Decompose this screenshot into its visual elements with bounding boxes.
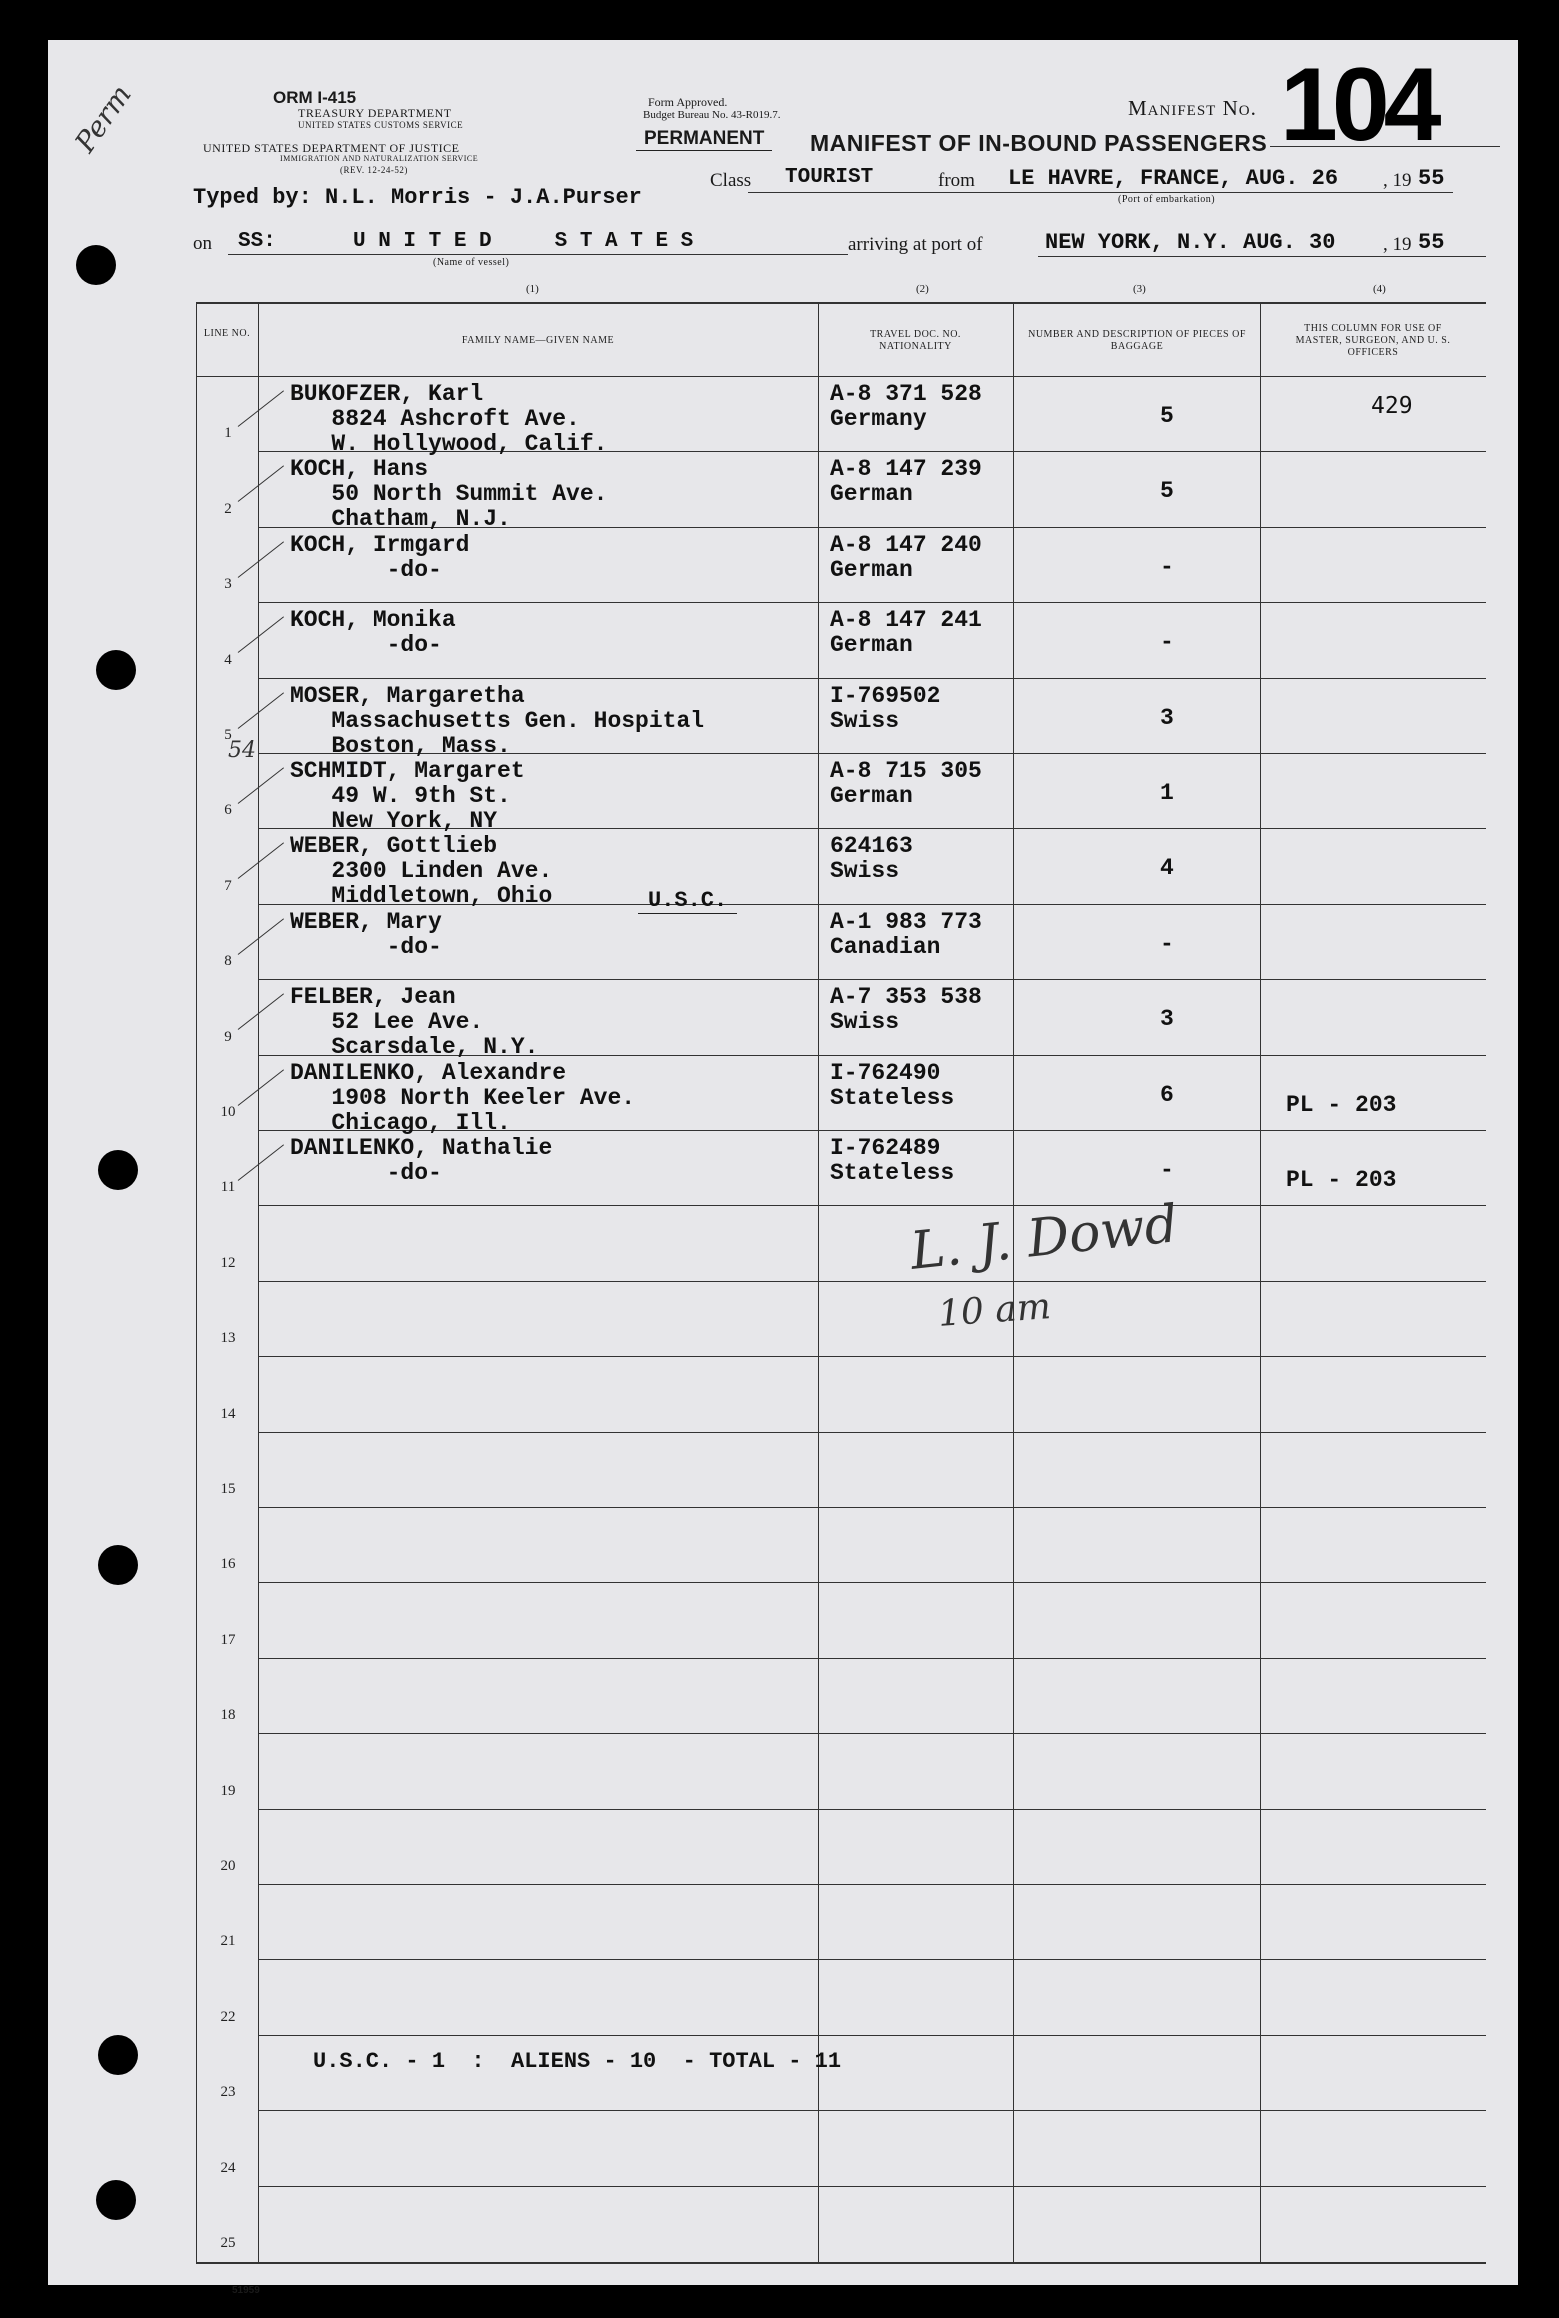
- line-number: 7: [224, 877, 232, 894]
- col-num-1: (1): [526, 283, 539, 295]
- row-divider: [258, 1281, 1486, 1282]
- line-number: 2: [224, 500, 232, 517]
- row-divider: [258, 1356, 1486, 1357]
- line-number: 10: [220, 1104, 236, 1120]
- travel-doc: A-8 715 305 German: [830, 758, 982, 809]
- arrival-port: NEW YORK, N.Y. AUG. 30: [1045, 230, 1336, 255]
- treasury-dept: TREASURY DEPARTMENT: [298, 106, 452, 120]
- check-mark-icon: [238, 767, 284, 803]
- time-note: 10 am: [936, 1286, 1053, 1335]
- row-divider: [258, 1658, 1486, 1659]
- check-mark-icon: [238, 390, 284, 426]
- from-line: [748, 192, 1453, 193]
- check-mark-icon: [238, 617, 284, 653]
- row-divider: [258, 2110, 1486, 2111]
- row-divider: [258, 2186, 1486, 2187]
- passenger-name: SCHMIDT, Margaret 49 W. 9th St. New York, NY: [290, 758, 525, 834]
- check-mark-icon: [238, 918, 284, 954]
- row-divider: [258, 602, 1486, 603]
- line-number: 6: [224, 802, 232, 819]
- punch-hole: [98, 1150, 138, 1190]
- line-number: 1: [224, 425, 232, 442]
- row-divider: [258, 678, 1486, 679]
- line-number: 20: [220, 1858, 236, 1874]
- line-number: 16: [220, 1556, 236, 1573]
- baggage-count: 4: [1160, 855, 1174, 882]
- line-number: 9: [224, 1028, 232, 1045]
- vessel-caption: (Name of vessel): [433, 257, 510, 268]
- from-year: 55: [1418, 166, 1445, 191]
- col-num-3: (3): [1133, 283, 1146, 295]
- travel-doc: A-8 147 240 German: [830, 531, 982, 583]
- baggage-count: -: [1160, 553, 1174, 580]
- passenger-name: MOSER, Margaretha Massachusetts Gen. Hospital Boston, Mass.: [290, 682, 705, 759]
- travel-doc: I-762489 Stateless: [830, 1135, 955, 1186]
- col-line-2: [818, 302, 819, 2262]
- table-top-line: [196, 302, 1486, 304]
- passenger-name: WEBER, Gottlieb 2300 Linden Ave. Middletown, Ohio: [290, 833, 553, 910]
- check-mark-icon: [238, 466, 284, 502]
- vessel-name: U N I T E D S T A T E S: [353, 230, 694, 253]
- header-name: FAMILY NAME—GIVEN NAME: [461, 335, 615, 346]
- officer-note: PL - 203: [1286, 1167, 1397, 1193]
- line-number: 21: [220, 1933, 236, 1950]
- col-line-0: [196, 302, 197, 2262]
- passenger-name: DANILENKO, Nathalie -do-: [290, 1135, 553, 1186]
- manifest-title: MANIFEST OF IN-BOUND PASSENGERS: [810, 130, 1268, 156]
- row-divider: [258, 1205, 1486, 1206]
- rev-label: (REV. 12-24-52): [340, 165, 408, 175]
- baggage-count: 1: [1160, 780, 1174, 806]
- row-divider: [258, 979, 1486, 980]
- row-divider: [258, 1884, 1486, 1885]
- passenger-name: BUKOFZER, Karl 8824 Ashcroft Ave. W. Hollywood, Calif.: [290, 381, 608, 457]
- line-number: 5: [224, 727, 232, 743]
- header-baggage: NUMBER AND DESCRIPTION OF PIECES OF BAGGAGE: [1028, 329, 1246, 352]
- row-divider: [258, 1809, 1486, 1810]
- check-mark-icon: [238, 843, 284, 879]
- class-value: TOURIST: [785, 166, 874, 189]
- row-divider: [258, 1507, 1486, 1508]
- permanent-label: PERMANENT: [636, 128, 772, 151]
- line-number: 17: [220, 1631, 236, 1648]
- col-line-4: [1260, 302, 1261, 2262]
- line-number: 12: [220, 1254, 236, 1271]
- row-divider: [258, 1432, 1486, 1433]
- summary-totals: U.S.C. - 1 : ALIENS - 10 - TOTAL - 11: [313, 2049, 842, 2074]
- col-num-4: (4): [1373, 283, 1386, 295]
- baggage-count: -: [1160, 1157, 1174, 1183]
- check-mark-icon: [238, 541, 284, 577]
- check-mark-icon: [238, 1144, 284, 1180]
- arrival-year: 55: [1418, 230, 1445, 255]
- line-number: 24: [220, 2159, 236, 2176]
- punch-hole: [96, 650, 136, 690]
- passenger-name: KOCH, Hans 50 North Summit Ave. Chatham, N.J.: [290, 456, 608, 533]
- line-number: 8: [224, 953, 232, 970]
- usc-marker: U.S.C.: [638, 888, 737, 914]
- col-line-1: [258, 302, 259, 2262]
- check-mark-icon: [238, 1069, 284, 1105]
- travel-doc: A-8 147 239 German: [830, 456, 982, 508]
- passenger-name: WEBER, Mary -do-: [290, 908, 442, 960]
- ins-label: IMMIGRATION AND NATURALIZATION SERVICE: [280, 154, 479, 163]
- row5-mark: 54: [228, 738, 256, 763]
- manifest-page: [48, 40, 1518, 2296]
- row-divider: [258, 2035, 1486, 2036]
- baggage-count: 3: [1160, 704, 1174, 731]
- line-number: 14: [220, 1405, 236, 1422]
- travel-doc: 624163 Swiss: [830, 833, 913, 885]
- passenger-name: KOCH, Monika -do-: [290, 607, 456, 659]
- header-officers: THIS COLUMN FOR USE OF MASTER, SURGEON, AND U. S. OFFICERS: [1295, 323, 1451, 358]
- travel-doc: I-769502 Swiss: [830, 682, 941, 734]
- vessel-prefix: SS:: [238, 230, 276, 253]
- line-number: 23: [220, 2084, 236, 2101]
- col-line-3: [1013, 302, 1014, 2262]
- officer-note: PL - 203: [1286, 1091, 1397, 1118]
- on-label: on: [193, 233, 212, 254]
- baggage-count: 5: [1160, 403, 1174, 429]
- check-mark-icon: [238, 692, 284, 728]
- manifest-number: 104: [1280, 47, 1436, 163]
- arrival-year-prefix: , 19: [1383, 234, 1412, 255]
- travel-doc: I-762490 Stateless: [830, 1059, 955, 1111]
- travel-doc: A-8 147 241 German: [830, 607, 982, 659]
- punch-hole: [76, 245, 116, 285]
- line-number: 25: [220, 2235, 236, 2251]
- baggage-count: 3: [1160, 1006, 1174, 1033]
- margin-note: Perm: [68, 78, 138, 159]
- header-bottom-line: [196, 376, 1486, 377]
- check-mark-icon: [238, 994, 284, 1030]
- vessel-line: [228, 254, 848, 255]
- row-divider: [258, 1582, 1486, 1583]
- line-number: 4: [224, 651, 232, 668]
- from-label: from: [938, 170, 975, 191]
- from-port: LE HAVRE, FRANCE, AUG. 26: [1008, 166, 1339, 191]
- port-embarkation-caption: (Port of embarkation): [1118, 194, 1216, 205]
- baggage-count: 6: [1160, 1081, 1174, 1108]
- line-number: 18: [220, 1707, 236, 1724]
- line-number: 11: [220, 1179, 236, 1196]
- punch-hole: [98, 1545, 138, 1585]
- col-num-2: (2): [916, 283, 929, 295]
- form-approved: Form Approved.: [648, 95, 728, 109]
- line-number: 3: [224, 576, 232, 593]
- class-label: Class: [710, 170, 752, 191]
- passenger-name: FELBER, Jean 52 Lee Ave. Scarsdale, N.Y.: [290, 984, 539, 1061]
- officer-note: 429: [1371, 393, 1413, 419]
- footer-code: 51959: [232, 2285, 260, 2296]
- travel-doc: A-7 353 538 Swiss: [830, 984, 982, 1036]
- baggage-count: 5: [1160, 478, 1174, 505]
- row-divider: [258, 1959, 1486, 1960]
- justice-dept: UNITED STATES DEPARTMENT OF JUSTICE: [203, 141, 460, 155]
- punch-hole: [98, 2035, 138, 2075]
- form-number: ORM I-415: [273, 88, 357, 107]
- arrival-line: [1038, 256, 1486, 257]
- manifest-label: Manifest No.: [1128, 96, 1257, 120]
- baggage-count: -: [1160, 930, 1174, 957]
- punch-hole: [96, 2180, 136, 2220]
- baggage-count: -: [1160, 629, 1174, 656]
- line-number: 13: [220, 1330, 236, 1347]
- customs-service: UNITED STATES CUSTOMS SERVICE: [298, 120, 464, 130]
- typed-by: Typed by: N.L. Morris - J.A.Purser: [193, 185, 642, 210]
- passenger-name: KOCH, Irmgard -do-: [290, 531, 470, 583]
- row-divider: [258, 1733, 1486, 1734]
- budget-bureau: Budget Bureau No. 43-R019.7.: [643, 109, 781, 121]
- line-number: 15: [220, 1481, 236, 1497]
- arriving-label: arriving at port of: [848, 234, 983, 255]
- travel-doc: A-8 371 528 Germany: [830, 381, 982, 432]
- table-bottom-line: [196, 2262, 1486, 2264]
- from-year-prefix: , 19: [1383, 170, 1412, 191]
- line-number: 19: [220, 1782, 236, 1799]
- header-line-no: LINE NO.: [203, 328, 251, 339]
- header-doc: TRAVEL DOC. NO. NATIONALITY: [870, 329, 961, 352]
- inspector-signature: L. J. Dowd: [907, 1194, 1181, 1282]
- travel-doc: A-1 983 773 Canadian: [830, 908, 982, 960]
- passenger-name: DANILENKO, Alexandre 1908 North Keeler Ave. Chicago, Ill.: [290, 1059, 636, 1136]
- manifest-no-line: [1270, 146, 1500, 147]
- line-number: 22: [220, 2008, 236, 2025]
